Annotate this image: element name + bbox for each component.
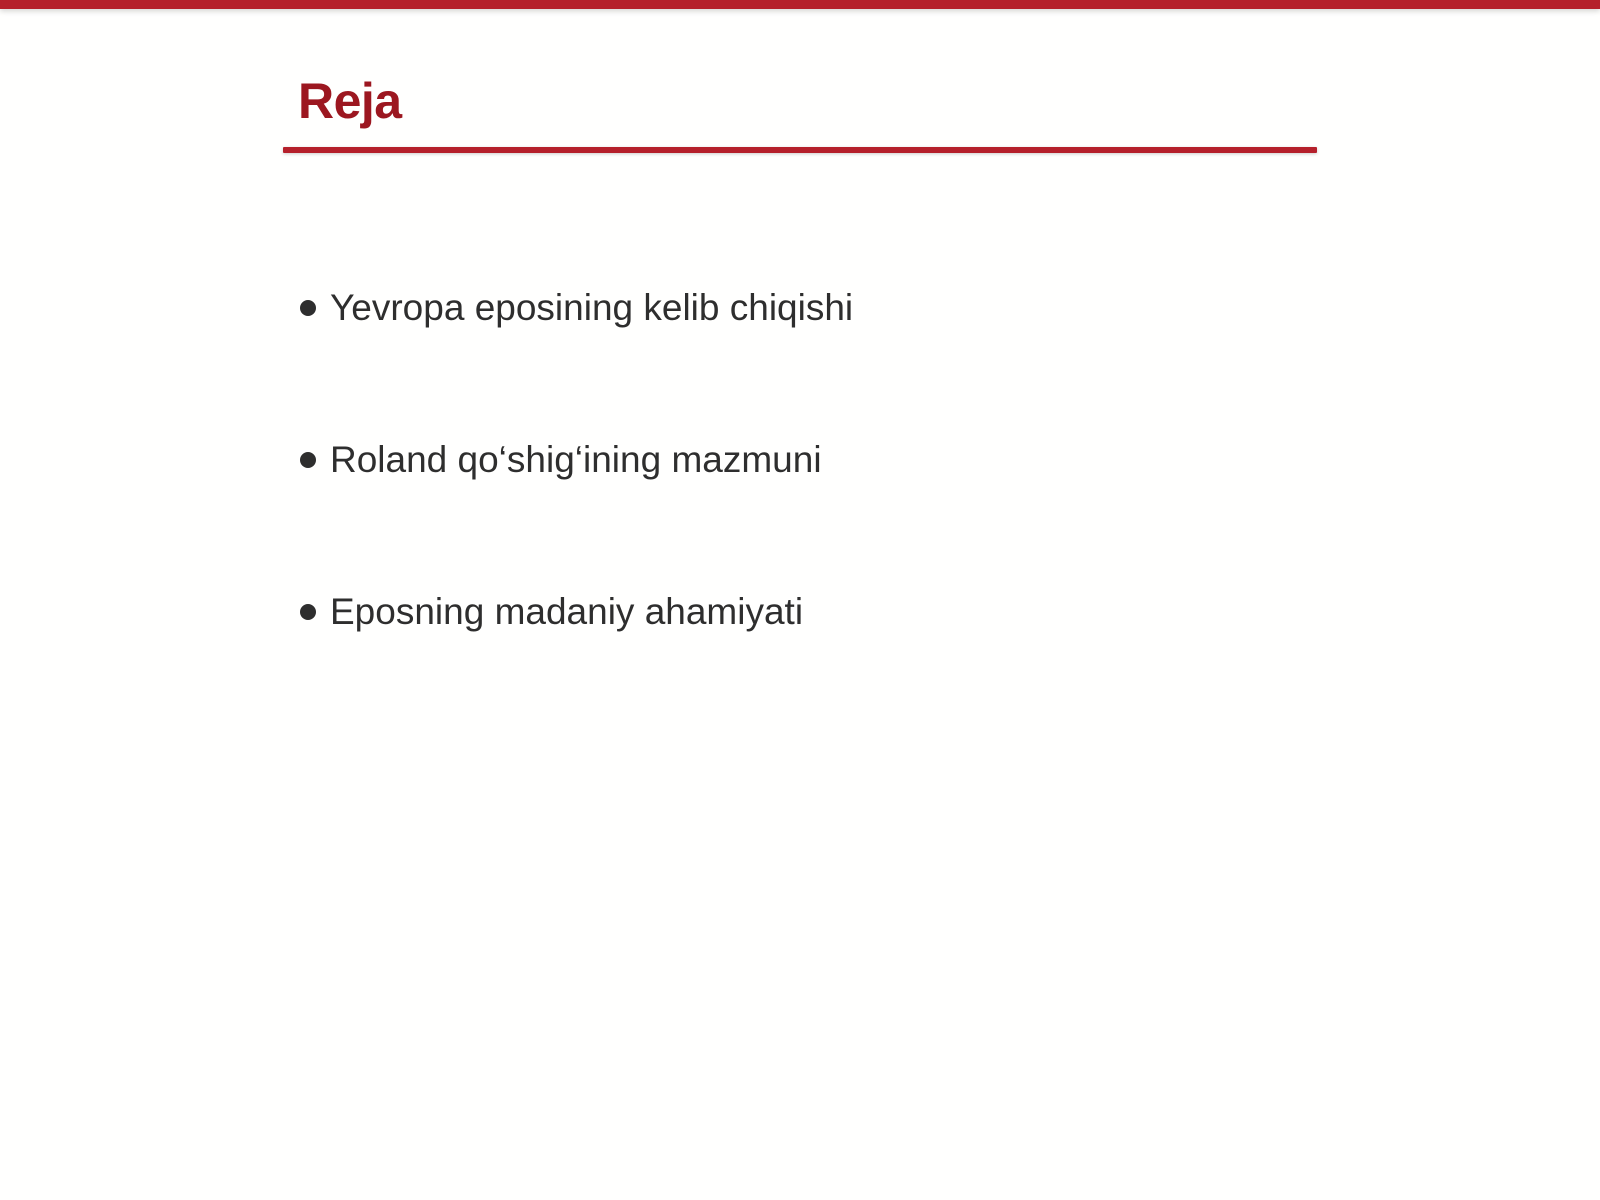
bullet-icon [300,300,316,316]
list-item [300,280,853,432]
bullet-icon [300,452,316,468]
list-item [300,584,853,736]
top-accent-bar [0,0,1600,9]
bullet-icon [300,604,316,620]
bullet-text: Eposning madaniy ahamiyati [330,591,804,632]
bullet-list [300,280,853,736]
title-underline [283,147,1317,153]
bullet-text: Yevropa eposining kelib chiqishi [330,287,854,328]
slide-title: Reja [298,73,402,129]
list-item [300,432,853,584]
bullet-text: Roland qo‘shig‘ining mazmuni [330,439,822,480]
